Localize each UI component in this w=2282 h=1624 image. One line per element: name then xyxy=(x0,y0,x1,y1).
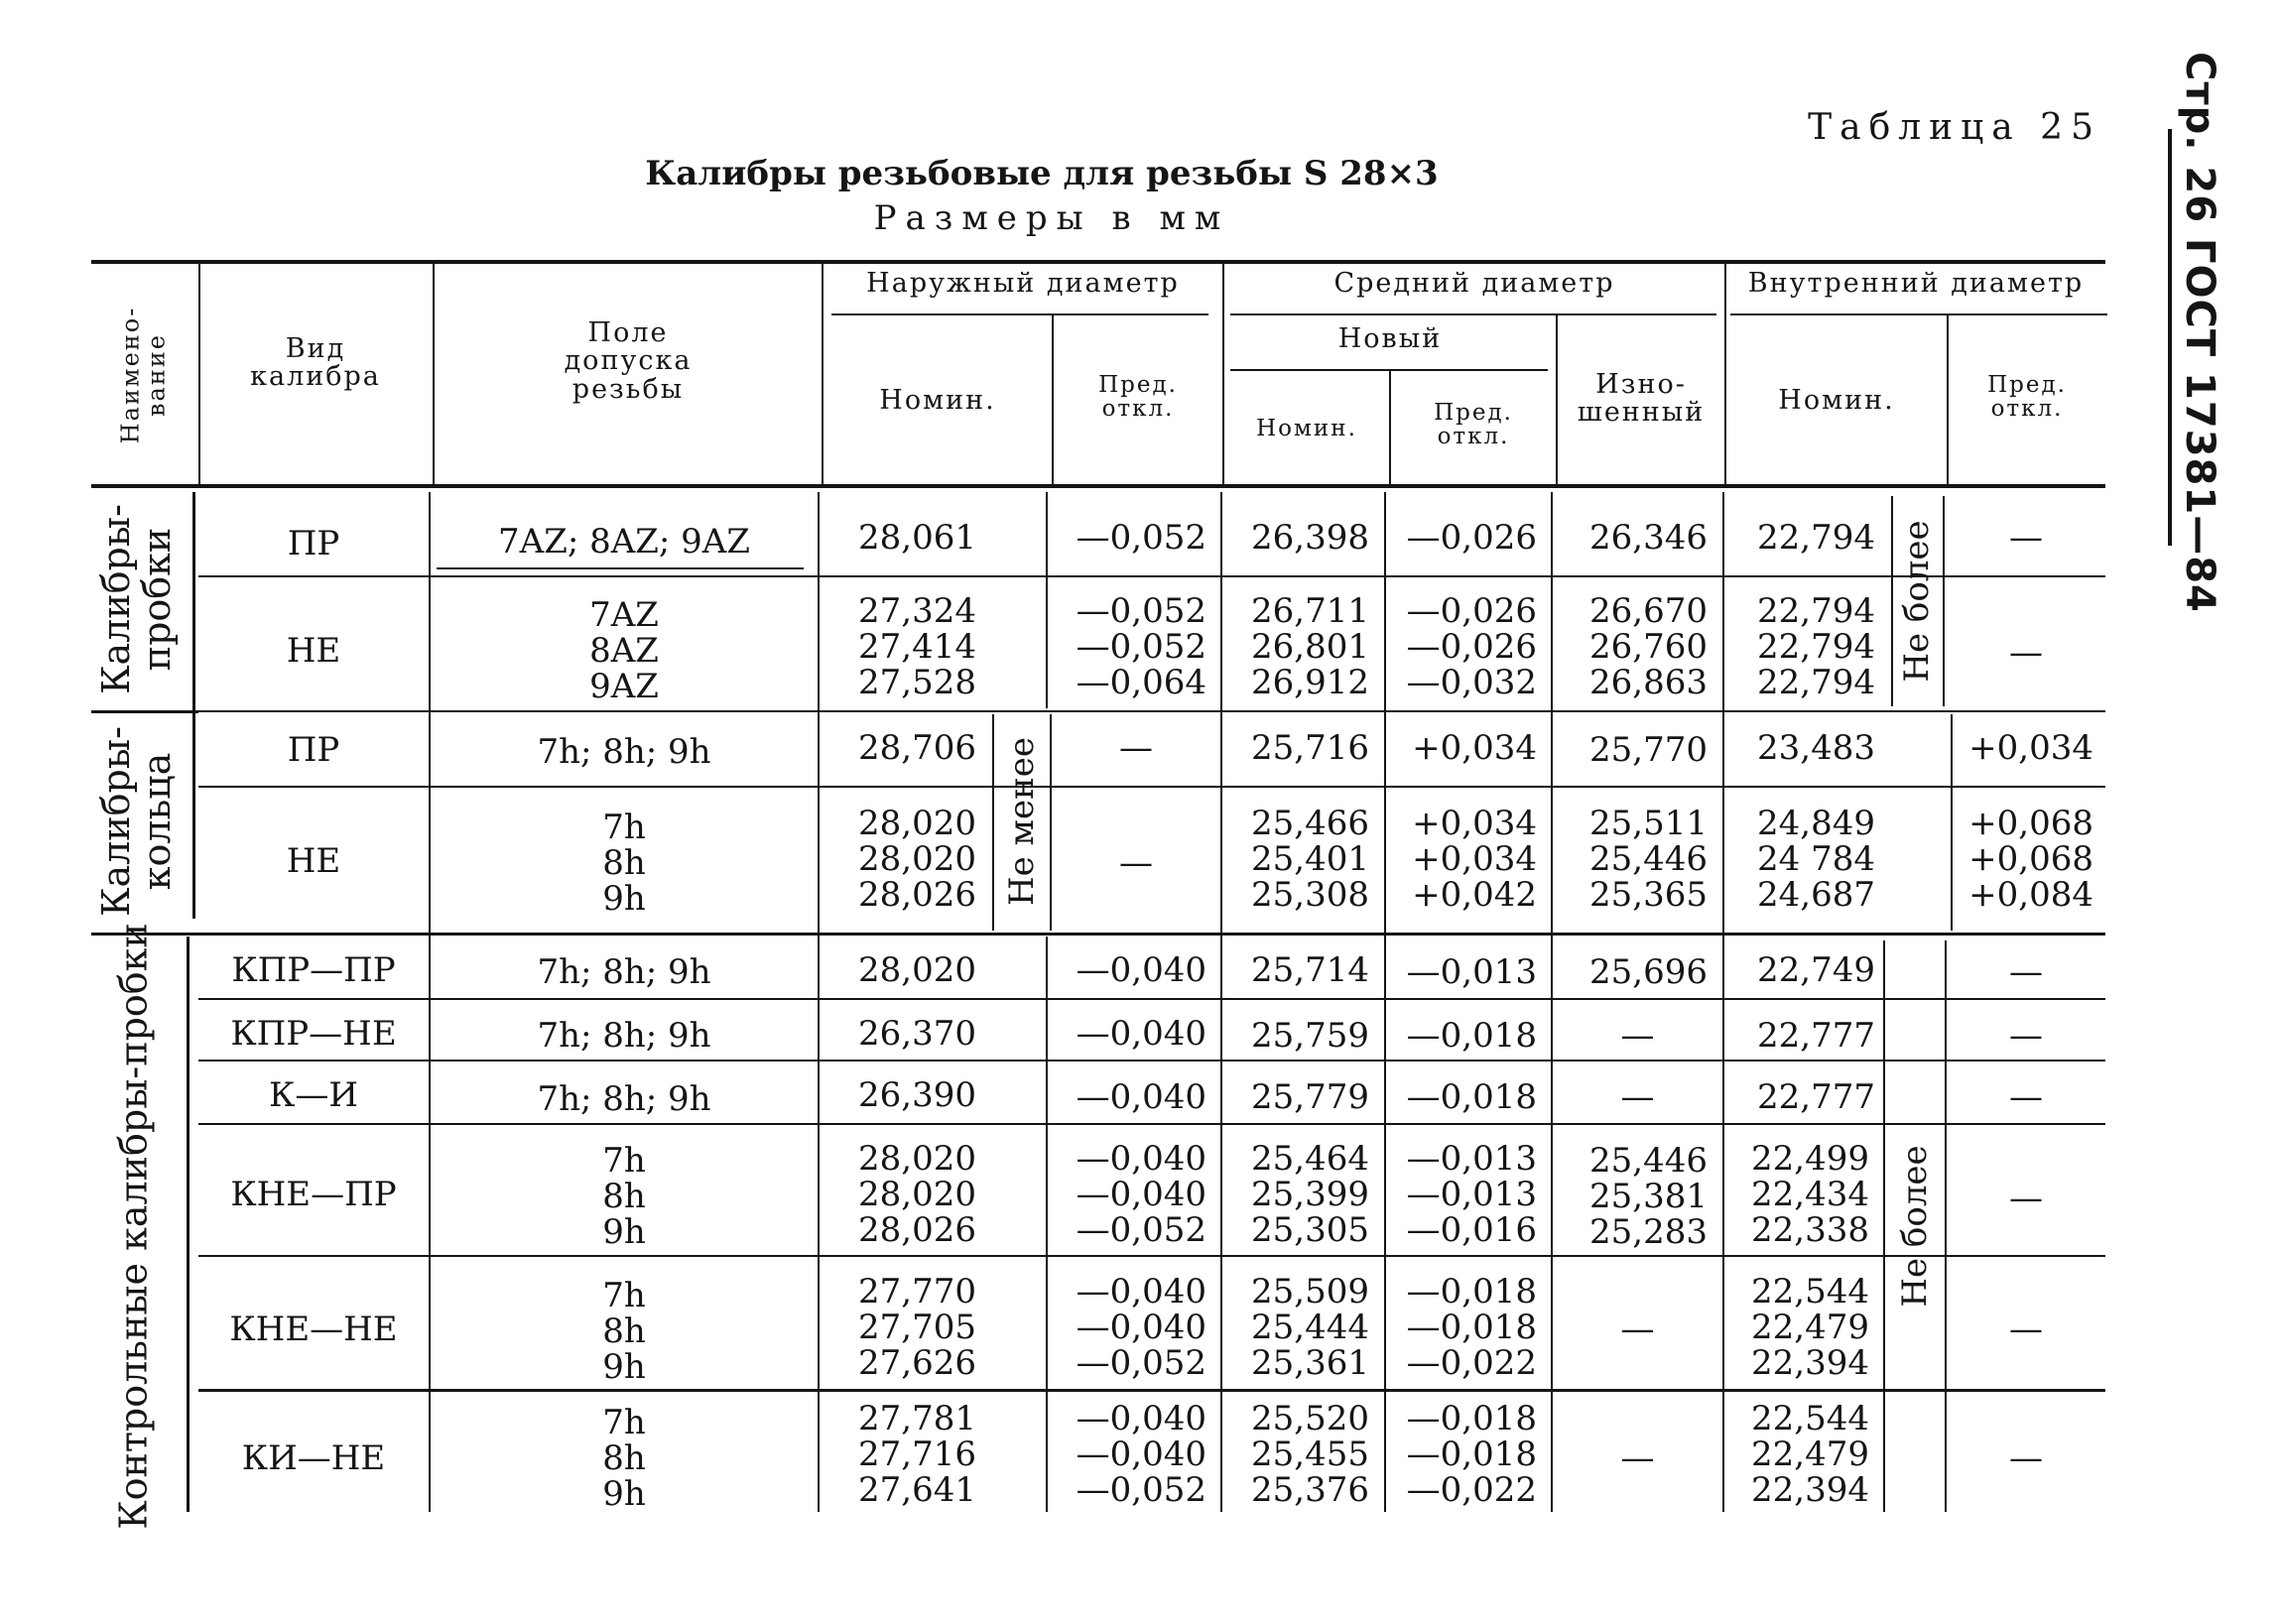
cell-type: ПР xyxy=(287,524,340,563)
cell-worn: — xyxy=(1620,1077,1655,1117)
note-not-less-rings: Не менее xyxy=(1002,736,1042,907)
cell-type: КПР—НЕ xyxy=(230,1014,397,1054)
header-inner-nominal: Номин. xyxy=(1778,385,1895,416)
header-inner-diameter: Внутренний диаметр xyxy=(1747,268,2085,299)
cell-outer-deviation: —0,040 xyxy=(1076,1014,1206,1054)
cell-outer-nominal: 27,781 27,716 27,641 xyxy=(858,1399,976,1510)
cell-outer-nominal: 28,020 28,020 28,026 xyxy=(858,1139,976,1250)
cell-inner-deviation: — xyxy=(2009,518,2043,558)
cell-inner-nominal: 22,777 xyxy=(1757,1077,1875,1117)
cell-middle-nominal: 25,520 25,455 25,376 xyxy=(1251,1399,1369,1510)
header-tolerance: Поле допуска резьбы xyxy=(564,317,693,405)
cell-worn: — xyxy=(1620,1016,1655,1056)
cell-tolerance: 7h 8h 9h xyxy=(602,1276,646,1387)
cell-outer-deviation: — xyxy=(1119,728,1153,768)
cell-tolerance: 7h 8h 9h xyxy=(602,1141,646,1252)
cell-middle-nominal: 26,711 26,801 26,912 xyxy=(1251,591,1369,702)
cell-type: КИ—НЕ xyxy=(241,1438,386,1478)
cell-type: НЕ xyxy=(286,841,341,881)
cell-middle-deviation: —0,018 xyxy=(1406,1016,1537,1056)
group-plugs: Калибры- пробки xyxy=(93,504,179,694)
cell-worn: 25,696 xyxy=(1589,952,1708,992)
cell-inner-deviation: — xyxy=(2009,952,2043,992)
cell-outer-nominal: 26,390 xyxy=(858,1075,976,1115)
cell-outer-deviation: —0,040 —0,040 —0,052 xyxy=(1076,1272,1206,1383)
cell-inner-nominal: 22,794 xyxy=(1757,518,1875,558)
cell-tolerance: 7AZ; 8AZ; 9AZ xyxy=(498,522,750,562)
cell-inner-deviation: — xyxy=(2009,1310,2043,1349)
header-worn: Изно- шенный xyxy=(1577,369,1706,429)
cell-middle-deviation: —0,026 —0,026 —0,032 xyxy=(1406,591,1537,702)
cell-inner-deviation: — xyxy=(2009,1438,2043,1478)
cell-outer-nominal: 27,324 27,414 27,528 xyxy=(858,591,976,702)
cell-outer-deviation: —0,040 —0,040 —0,052 xyxy=(1076,1399,1206,1510)
cell-outer-nominal: 26,370 xyxy=(858,1014,976,1054)
header-type: Вид калибра xyxy=(250,333,381,393)
cell-tolerance: 7AZ 8AZ 9AZ xyxy=(589,595,659,706)
cell-middle-deviation: —0,013 xyxy=(1406,952,1537,992)
cell-outer-deviation: —0,040 xyxy=(1076,1077,1206,1117)
header-naming: Наимено- вание xyxy=(116,306,171,444)
cell-outer-deviation: — xyxy=(1119,843,1153,883)
cell-middle-deviation: —0,026 xyxy=(1406,518,1537,558)
cell-type: НЕ xyxy=(286,631,341,671)
cell-inner-nominal: 22,544 22,479 22,394 xyxy=(1751,1399,1869,1510)
note-not-more-plugs: Не более xyxy=(1897,520,1937,683)
cell-middle-nominal: 25,716 xyxy=(1251,728,1369,768)
cell-worn: — xyxy=(1620,1310,1655,1349)
page-side-rule xyxy=(2168,129,2172,546)
header-new: Новый xyxy=(1337,323,1443,354)
cell-outer-deviation: —0,040 xyxy=(1076,950,1206,990)
cell-tolerance: 7h 8h 9h xyxy=(602,808,646,919)
cell-middle-deviation: +0,034 xyxy=(1412,728,1537,768)
cell-middle-deviation: —0,018 —0,018 —0,022 xyxy=(1406,1399,1537,1510)
cell-inner-nominal: 23,483 xyxy=(1757,728,1875,768)
group-rings: Калибры- кольца xyxy=(93,726,179,917)
cell-tolerance: 7h; 8h; 9h xyxy=(537,1079,711,1119)
cell-inner-deviation: +0,034 xyxy=(1968,728,2093,768)
cell-tolerance: 7h; 8h; 9h xyxy=(537,732,711,772)
cell-middle-deviation: —0,013 —0,013 —0,016 xyxy=(1406,1139,1537,1250)
cell-middle-nominal: 25,464 25,399 25,305 xyxy=(1251,1139,1369,1250)
header-inner-deviation: Пред. откл. xyxy=(1987,372,2067,423)
cell-worn: 25,446 25,381 25,283 xyxy=(1589,1141,1708,1252)
cell-inner-nominal: 22,749 xyxy=(1757,950,1875,990)
cell-middle-deviation: —0,018 —0,018 —0,022 xyxy=(1406,1272,1537,1383)
cell-inner-nominal: 22,794 22,794 22,794 xyxy=(1757,591,1875,702)
header-outer-diameter: Наружный диаметр xyxy=(866,268,1180,299)
cell-tolerance: 7h 8h 9h xyxy=(602,1403,646,1514)
header-middle-deviation: Пред. откл. xyxy=(1434,400,1513,450)
cell-type: КПР—ПР xyxy=(231,950,396,990)
cell-outer-deviation: —0,052 xyxy=(1076,518,1206,558)
cell-inner-nominal: 24,849 24 784 24,687 xyxy=(1757,804,1875,915)
cell-worn: 25,770 xyxy=(1589,730,1708,770)
cell-middle-nominal: 25,779 xyxy=(1251,1077,1369,1117)
cell-type: КНЕ—НЕ xyxy=(229,1310,398,1349)
group-control-plugs: Контрольные калибры-пробки xyxy=(111,923,156,1530)
cell-middle-nominal: 25,466 25,401 25,308 xyxy=(1251,804,1369,915)
table-label: Таблица 25 xyxy=(1808,107,2101,148)
cell-type: К—И xyxy=(269,1075,358,1115)
table-title: Калибры резьбовые для резьбы S 28×3 xyxy=(645,154,1439,193)
cell-middle-deviation: —0,018 xyxy=(1406,1077,1537,1117)
cell-outer-nominal: 28,020 xyxy=(858,950,976,990)
header-middle-nominal: Номин. xyxy=(1256,416,1357,441)
cell-outer-nominal: 28,020 28,020 28,026 xyxy=(858,804,976,915)
cell-inner-nominal: 22,544 22,479 22,394 xyxy=(1751,1272,1869,1383)
cell-type: ПР xyxy=(287,730,340,770)
cell-middle-nominal: 25,759 xyxy=(1251,1016,1369,1056)
cell-outer-nominal: 28,061 xyxy=(858,518,976,558)
cell-inner-nominal: 22,499 22,434 22,338 xyxy=(1751,1139,1869,1250)
header-outer-nominal: Номин. xyxy=(879,385,996,416)
header-outer-deviation: Пред. откл. xyxy=(1098,372,1178,423)
cell-middle-deviation: +0,034 +0,034 +0,042 xyxy=(1412,804,1537,915)
cell-inner-deviation: — xyxy=(2009,633,2043,673)
cell-tolerance: 7h; 8h; 9h xyxy=(537,1016,711,1056)
cell-inner-nominal: 22,777 xyxy=(1757,1016,1875,1056)
cell-middle-nominal: 26,398 xyxy=(1251,518,1369,558)
table-subtitle: Размеры в мм xyxy=(873,198,1230,238)
cell-outer-deviation: —0,052 —0,052 —0,064 xyxy=(1076,591,1206,702)
cell-inner-deviation: +0,068 +0,068 +0,084 xyxy=(1968,804,2093,915)
cell-worn: 25,511 25,446 25,365 xyxy=(1589,804,1708,915)
cell-inner-deviation: — xyxy=(2009,1077,2043,1117)
cell-middle-nominal: 25,714 xyxy=(1251,950,1369,990)
cell-inner-deviation: — xyxy=(2009,1179,2043,1218)
cell-outer-nominal: 27,770 27,705 27,626 xyxy=(858,1272,976,1383)
cell-outer-nominal: 28,706 xyxy=(858,728,976,768)
cell-worn: 26,670 26,760 26,863 xyxy=(1589,591,1708,702)
cell-type: КНЕ—ПР xyxy=(230,1175,397,1214)
header-middle-diameter: Средний диаметр xyxy=(1333,268,1615,299)
cell-worn: — xyxy=(1620,1438,1655,1478)
note-not-more-control: Не более xyxy=(1895,1145,1935,1308)
cell-middle-nominal: 25,509 25,444 25,361 xyxy=(1251,1272,1369,1383)
cell-tolerance: 7h; 8h; 9h xyxy=(537,952,711,992)
cell-inner-deviation: — xyxy=(2009,1016,2043,1056)
cell-worn: 26,346 xyxy=(1589,518,1708,558)
page-side-label: Стр. 26 ГОСТ 17381—84 xyxy=(2177,52,2222,613)
cell-outer-deviation: —0,040 —0,040 —0,052 xyxy=(1076,1139,1206,1250)
